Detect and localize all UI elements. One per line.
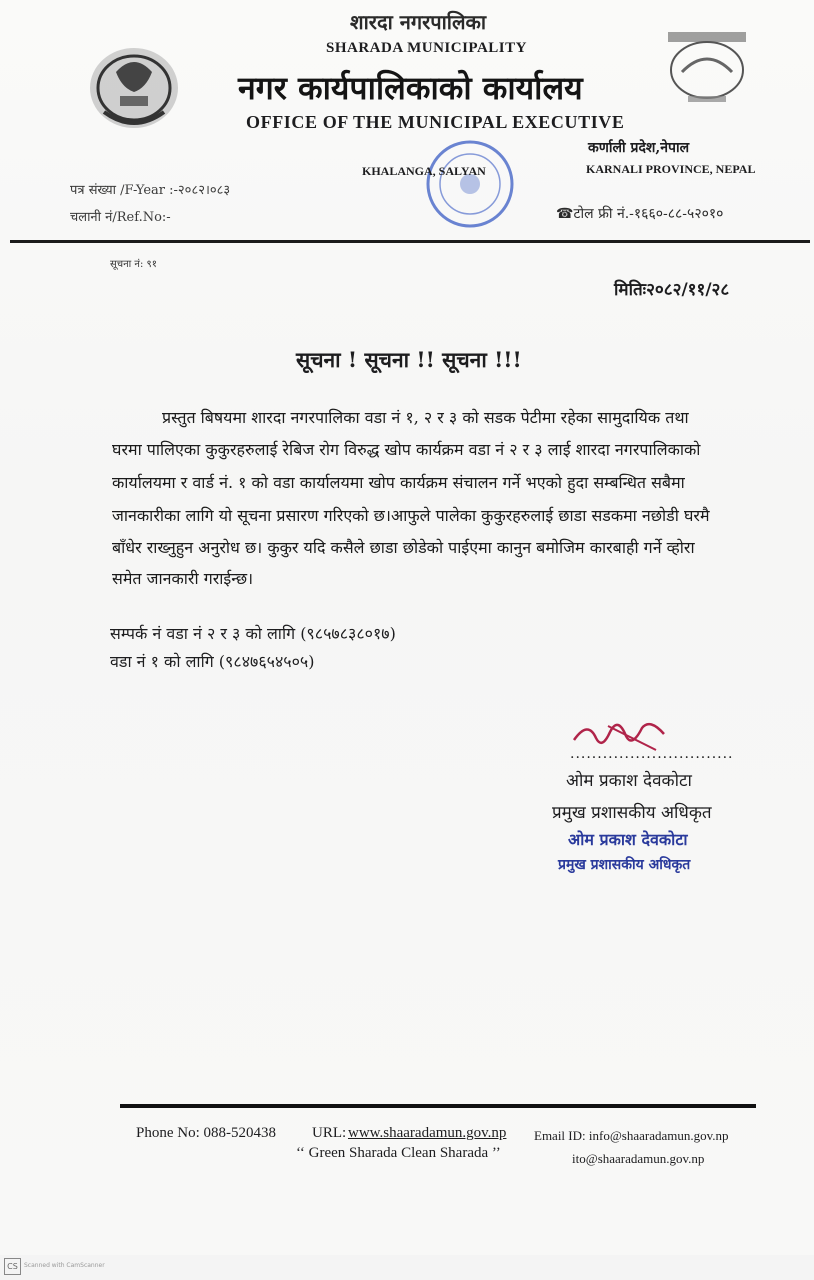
footer-phone: Phone No: 088-520438 [136, 1125, 276, 1141]
office-location: KHALANGA, SALYAN [362, 164, 486, 178]
fiscal-year-ref: पत्र संख्या /F-Year :-२०८२।०८३ [70, 183, 231, 198]
footer-divider [120, 1104, 756, 1108]
municipality-name-english: SHARADA MUNICIPALITY [326, 40, 527, 56]
province-english: KARNALI PROVINCE, NEPAL [586, 162, 756, 176]
header-divider [10, 240, 810, 243]
province-devanagari: कर्णाली प्रदेश,नेपाल [588, 140, 690, 156]
stamp-title: प्रमुख प्रशासकीय अधिकृत [558, 857, 691, 873]
footer-url-link[interactable]: www.shaaradamun.gov.np [348, 1125, 507, 1141]
footer-url-label: URL: [312, 1125, 347, 1141]
footer-slogan: ‘‘ Green Sharada Clean Sharada ’’ [296, 1145, 501, 1161]
footer-email[interactable]: Email ID: info@shaaradamun.gov.np [534, 1128, 729, 1143]
contact-ward-1: वडा नं १ को लागि (९८४७६५४५०५) [110, 652, 315, 671]
body-line-6: समेत जानकारी गराईन्छ। [112, 569, 254, 588]
office-name-english: OFFICE OF THE MUNICIPAL EXECUTIVE [246, 112, 625, 132]
body-line-5: बाँधेर राख्नुहुन अनुरोध छ। कुकुर यदि कसैले छाडा छोडेको पाईएमा कानुन बमोजिम कारबाही गर्ने व्होरा [112, 538, 695, 557]
signatory-name: ओम प्रकाश देवकोटा [566, 771, 692, 791]
municipality-name-devanagari: शारदा नगरपालिका [350, 10, 487, 34]
notice-number: सूचना नं: ९१ [110, 259, 157, 270]
body-line-1: प्रस्तुत बिषयमा शारदा नगरपालिका वडा नं १, २ र ३ को सडक पेटीमा रहेका सामुदायिक तथा [162, 408, 689, 427]
camscanner-text: Scanned with CamScanner [24, 1262, 105, 1269]
contact-ward-2-3: सम्पर्क नं वडा नं २ र ३ को लागि (९८५७८३८०१७) [110, 624, 396, 643]
scanner-watermark-bar [0, 1255, 814, 1280]
telephone-icon: ☎ [556, 206, 574, 222]
footer-email-secondary[interactable]: ito@shaaradamun.gov.np [572, 1151, 705, 1166]
reference-number: चलानी नं/Ref.No:- [70, 210, 171, 225]
nepal-emblem-logo [86, 42, 182, 132]
signatory-title: प्रमुख प्रशासकीय अधिकृत [552, 803, 712, 823]
body-line-4: जानकारीका लागि यो सूचना प्रसारण गरिएको छ।आफुले पालेका कुकुरहरुलाई छाडा सडकमा नछोडी घरमै [112, 506, 710, 525]
office-name-devanagari: नगर कार्यपालिकाको कार्यालय [238, 69, 583, 107]
sharada-municipality-logo [658, 26, 756, 114]
stamp-name: ओम प्रकाश देवकोटा [568, 830, 688, 849]
notice-title: सूचना ! सूचना !! सूचना !!! [296, 347, 522, 372]
body-line-3: कार्यालयमा र वार्ड नं. १ को वडा कार्यालयमा खोप कार्यक्रम संचालन गर्ने भएको हुदा सम्बन्धित सबैमा [112, 473, 685, 492]
camscanner-logo-icon: CS [4, 1258, 21, 1275]
toll-free-text: टोल फ्री नं.-१६६०-८८-५२०१० [573, 206, 724, 222]
office-stamp-seal [420, 134, 520, 234]
body-line-2: घरमा पालिएका कुकुरहरुलाई रेबिज रोग विरुद्ध खोप कार्यक्रम वडा नं २ र ३ लाई शारदा नगरपालिकाको [112, 440, 701, 459]
notice-date: मितिः२०८२/११/२८ [614, 280, 730, 300]
toll-free-number [556, 204, 723, 223]
signature-line: .............................. [570, 746, 734, 762]
